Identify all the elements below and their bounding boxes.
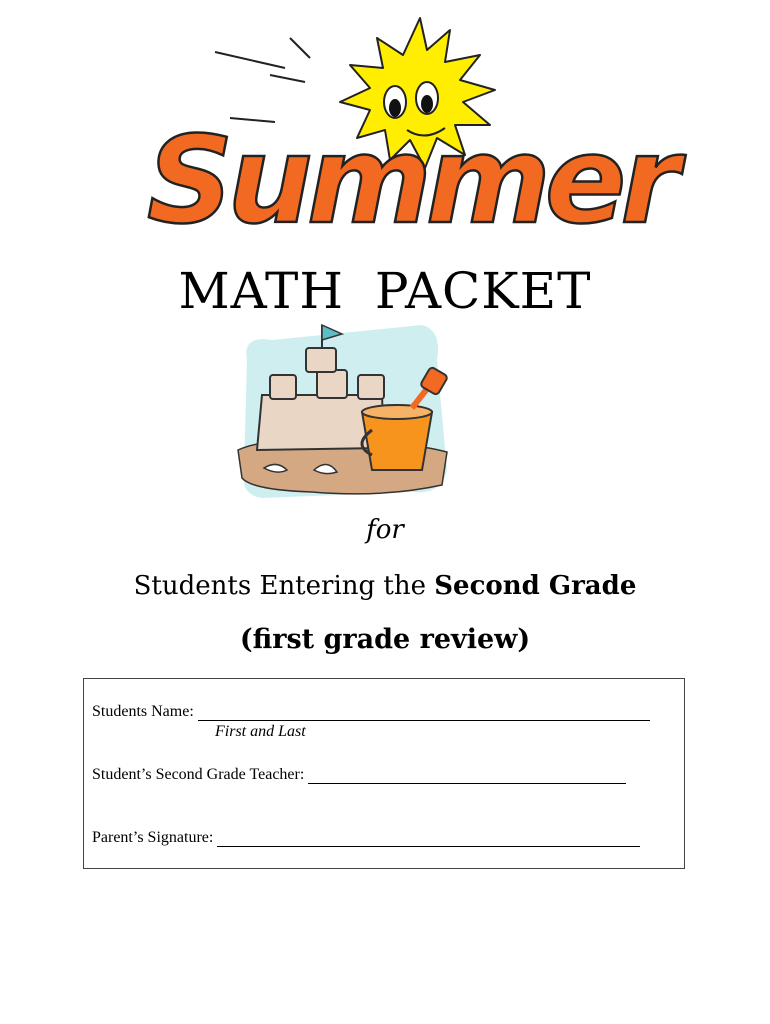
signature-row: [92, 829, 640, 847]
page-title: MATH PACKET: [178, 262, 592, 320]
grade-heading: [0, 571, 770, 601]
teacher-row: [92, 766, 626, 784]
summer-wordmark: Summer: [147, 112, 674, 251]
grade-heading-prefix: Students Entering the: [133, 571, 435, 601]
student-info-box: [83, 678, 685, 869]
speed-lines-icon: [215, 38, 310, 122]
signature-label: Parent’s Signature:: [92, 829, 214, 846]
teacher-field[interactable]: [308, 769, 626, 784]
review-heading: (first grade review): [239, 624, 531, 655]
student-name-hint: First and Last: [215, 723, 306, 740]
signature-field[interactable]: [217, 832, 640, 847]
student-name-row: [92, 703, 650, 721]
sandcastle-icon: [232, 320, 457, 505]
teacher-label: Student’s Second Grade Teacher:: [92, 766, 305, 783]
grade-heading-grade: Second Grade: [434, 571, 637, 601]
summer-logo: [145, 10, 674, 251]
for-label: for: [366, 515, 404, 545]
student-name-field[interactable]: [198, 706, 650, 721]
student-name-label: Students Name:: [92, 703, 194, 720]
